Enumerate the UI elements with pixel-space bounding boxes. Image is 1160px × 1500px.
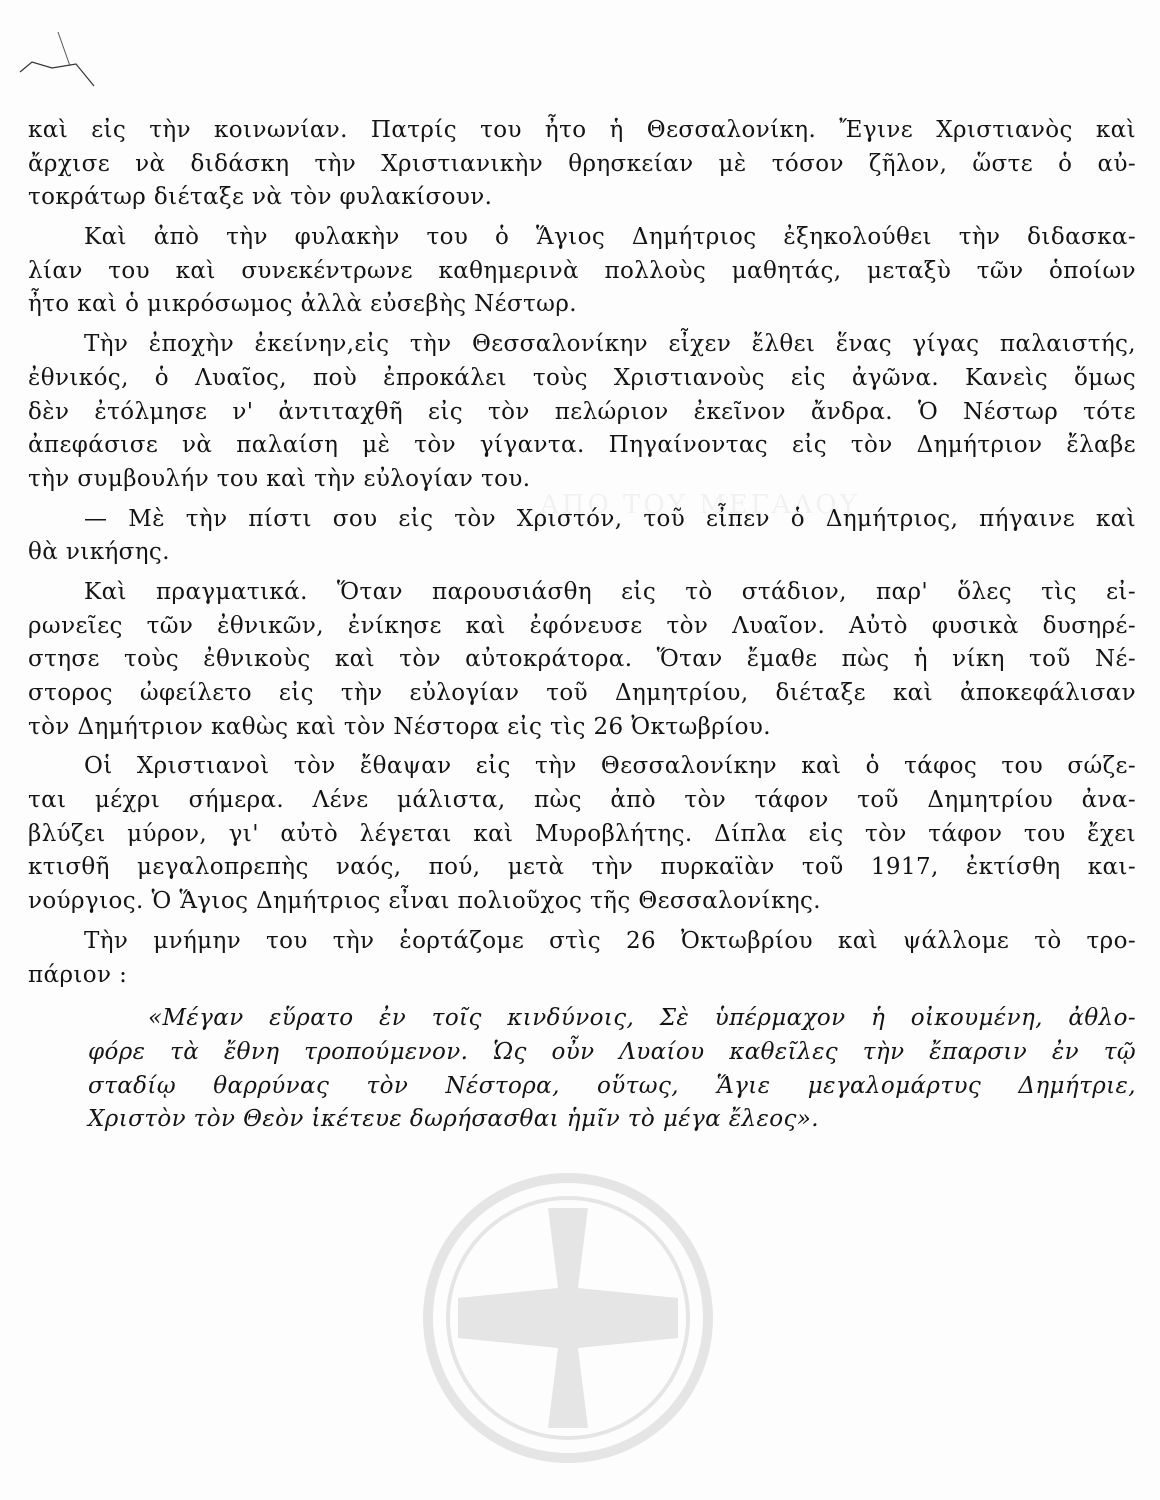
text-line: ἐθνικός, ὁ Λυαῖος, ποὺ ἐπροκάλει τοὺς Χριστιανοὺς εἰς ἀγῶνα. Κανεὶς ὅμως [28, 364, 1136, 391]
text-line: Οἱ Χριστιανοὶ τὸν ἔθαψαν εἰς τὴν Θεσσαλονίκην καὶ ὁ τάφος του σώζε- [84, 753, 1136, 780]
text-line: Καὶ πραγματικά. Ὅταν παρουσιάσθη εἰς τὸ στάδιον, παρ' ὅλες τὶς εἰ- [84, 578, 1136, 605]
text-line: στησε τοὺς ἐθνικοὺς καὶ τὸν αὐτοκράτορα. Ὅταν ἔμαθε πὼς ἡ νίκη τοῦ Νέ- [28, 646, 1136, 673]
text-line: βλύζει μύρον, γι' αὐτὸ λέγεται καὶ Μυροβλήτης. Δίπλα εἰς τὸν τάφον του ἔχει [28, 820, 1136, 847]
text-line: ται μέχρι σήμερα. Λένε μάλιστα, πὼς ἀπὸ τὸν τάφον τοῦ Δημητρίου ἀνα- [28, 787, 1136, 814]
text-line: Καὶ ἀπὸ τὴν φυλακὴν του ὁ Ἅγιος Δημήτριος ἐξηκολούθει τὴν διδασκα- [84, 224, 1136, 251]
text-line: λίαν του καὶ συνεκέντρωνε καθημερινὰ πολλοὺς μαθητάς, μεταξὺ τῶν ὁποίων [28, 257, 1136, 284]
text-line: δὲν ἐτόλμησε ν' ἀντιταχθῆ εἰς τὸν πελώριον ἐκεῖνον ἄνδρα. Ὁ Νέστωρ τότε [28, 398, 1136, 425]
troparion-line: «Μέγαν εὕρατο ἐν τοῖς κινδύνοις, Σὲ ὑπέρμαχον ἡ οἰκουμένη, ἀθλο- [148, 1005, 1136, 1032]
text-line: ἄρχισε νὰ διδάσκη τὴν Χριστιανικὴν θρησκείαν μὲ τόσον ζῆλον, ὥστε ὁ αὐ- [28, 150, 1136, 177]
text-line: στορος ὠφείλετο εἰς τὴν εὐλογίαν τοῦ Δημητρίου, διέταξε καὶ ἀποκεφάλισαν [28, 680, 1136, 706]
text-line: Τὴν μνήμην του τὴν ἑορτάζομε στὶς 26 Ὀκτωβρίου καὶ ψάλλομε τὸ τρο- [84, 927, 1136, 954]
cross-seal-icon [418, 1168, 718, 1468]
text-line: πάριον : [28, 961, 128, 988]
text-line: καὶ εἰς τὴν κοινωνίαν. Πατρίς του ἦτο ἡ Θεσσαλονίκη. Ἔγινε Χριστιανὸς καὶ [28, 117, 1136, 143]
text-line: — Μὲ τὴν πίστι σου εἰς τὸν Χριστόν, τοῦ εἶπεν ὁ Δημήτριος, πήγαινε καὶ [84, 505, 1136, 532]
text-line: τοκράτωρ διέταξε νὰ τὸν φυλακίσουν. [28, 184, 493, 211]
body-text [28, 114, 1136, 1137]
troparion-line: Χριστὸν τὸν Θεὸν ἱκέτευε δωρήσασθαι ἡμῖν τὸ μέγα ἔλεος». [88, 1106, 819, 1133]
text-line: Τὴν ἐποχὴν ἐκείνην,εἰς τὴν Θεσσαλονίκην εἶχεν ἔλθει ἕνας γίγας παλαιστής, [84, 331, 1136, 358]
troparion-line: φόρε τὰ ἔθνη τροπούμενον. Ὡς οὖν Λυαίου καθεῖλες τὴν ἔπαρσιν ἐν τῷ [88, 1038, 1136, 1065]
troparion-line: σταδίῳ θαρρύνας τὸν Νέστορα, οὕτως, Ἅγιε μεγαλομάρτυς Δημήτριε, [88, 1072, 1136, 1099]
corner-mark-icon [18, 28, 98, 88]
text-line: ἀπεφάσισε νὰ παλαίση μὲ τὸν γίγαντα. Πηγαίνοντας εἰς τὸν Δημήτριον ἔλαβε [28, 432, 1136, 459]
quote-gap [28, 992, 1136, 1002]
text-line: ρωνεῖες τῶν ἐθνικῶν, ἐνίκησε καὶ ἐφόνευσε τὸν Λυαῖον. Αὐτὸ φυσικὰ δυσηρέ- [28, 612, 1136, 639]
text-line: τὴν συμβουλήν του καὶ τὴν εὐλογίαν του. [28, 465, 531, 492]
text-line: τὸν Δημήτριον καθὼς καὶ τὸν Νέστορα εἰς τὶς 26 Ὀκτωβρίου. [28, 713, 771, 740]
text-line: θὰ νικήσης. [28, 539, 170, 566]
text-line: νούργιος. Ὁ Ἅγιος Δημήτριος εἶναι πολιοῦχος τῆς Θεσσαλονίκης. [28, 888, 822, 915]
text-line: κτισθῆ μεγαλοπρεπὴς ναός, πού, μετὰ τὴν πυρκαϊὰν τοῦ 1917, ἐκτίσθη και- [28, 854, 1136, 881]
text-line: ἦτο καὶ ὁ μικρόσωμος ἀλλὰ εὐσεβὴς Νέστωρ. [28, 291, 577, 318]
